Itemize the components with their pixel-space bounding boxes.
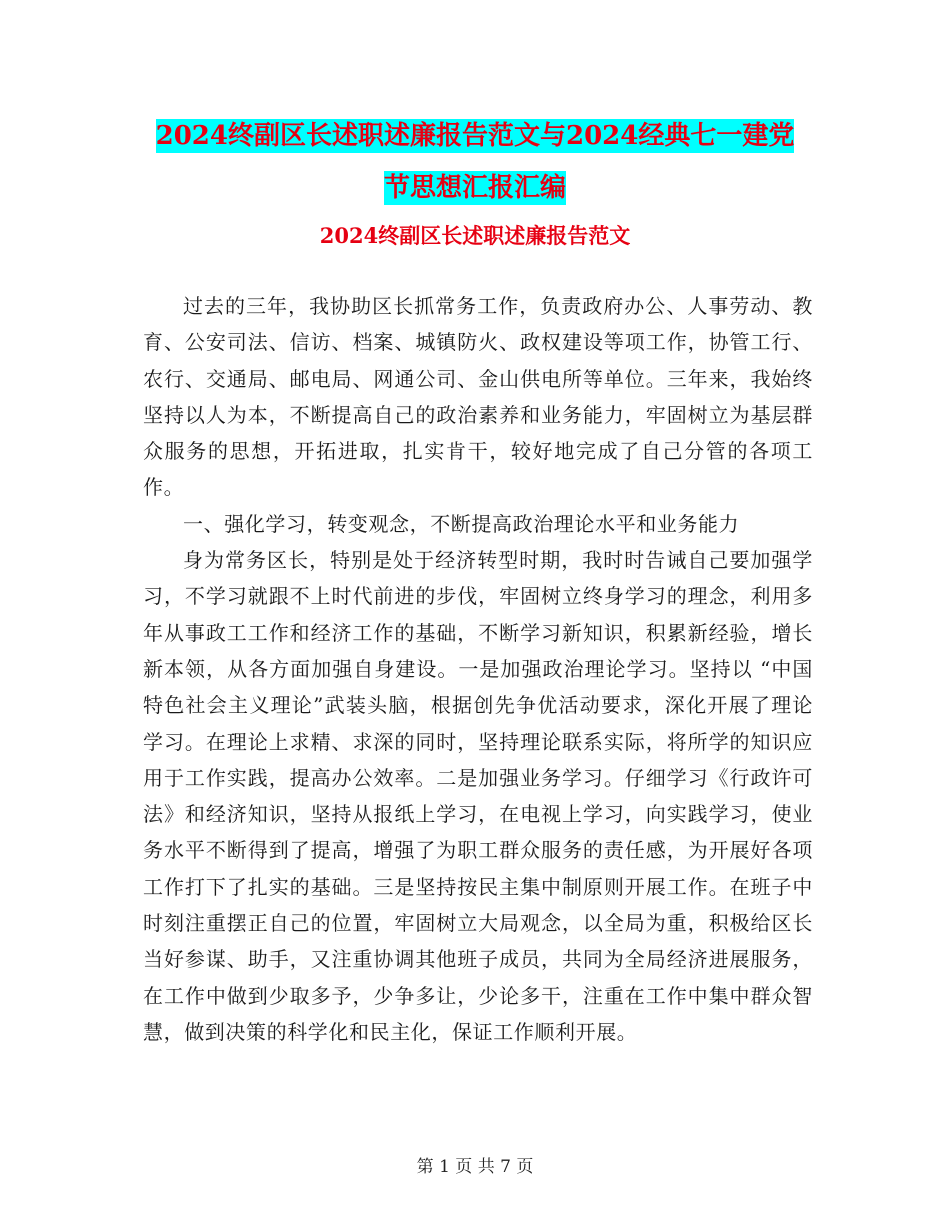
paragraph-heading-one: 一、强化学习，转变观念，不断提高政治理论水平和业务能力 <box>183 511 740 536</box>
document-title-line1: 2024终副区长述职述廉报告范文与2024经典七一建党 <box>155 121 795 151</box>
document-body <box>143 288 813 1050</box>
paragraph-intro: 过去的三年，我协助区长抓常务工作，负责政府办公、人事劳动、教育、公安司法、信访、档案、城镇防火、政权建设等项工作，协管工行、农行、交通局、邮电局、网通公司、金山供电所等单位。三年来，我始终坚持以人为本，不断提高自己的政治素养和业务能力，牢固树立为基层群众服务的思想，开拓进取，扎实肯干，较好地完成了自己分管的各项工作。 <box>143 294 813 500</box>
document-title-line2: 节思想汇报汇编 <box>383 173 566 203</box>
document-title <box>120 110 830 214</box>
page-number-footer: 第 1 页 共 7 页 <box>416 1157 534 1177</box>
section-title: 2024终副区长述职述廉报告范文 <box>319 223 631 248</box>
paragraph-study: 身为常务区长，特别是处于经济转型时期，我时时告诫自己要加强学习，不学习就跟不上时代前进的步伐，牢固树立终身学习的理念，利用多年从事政工工作和经济工作的基础，不断学习新知识，积累新经验，增长新本领，从各方面加强自身建设。一是加强政治理论学习。坚持以 “中国特色社会主义理论”武装头脑，根据创先争优活动要求，深化开展了理论学习。在理论上求精、求深的同时，坚持理论联系实际，将所学的知识应用于工作实践，提高办公效率。二是加强业务学习。仔细学习《行政许可法》和经济知识，坚持从报纸上学习，在电视上学习，向实践学习，使业务水平不断得到了提高，增强了为职工群众服务的责任感，为开展好各项工作打下了扎实的基础。三是坚持按民主集中制原则开展工作。在班子中时刻注重摆正自己的位置，牢固树立大局观念，以全局为重，积极给区长当好参谋、助手，又注重协调其他班子成员，共同为全局经济进展服务，在工作中做到少取多予，少争多让，少论多干，注重在工作中集中群众智慧，做到决策的科学化和民主化，保证工作顺利开展。 <box>143 548 813 1044</box>
